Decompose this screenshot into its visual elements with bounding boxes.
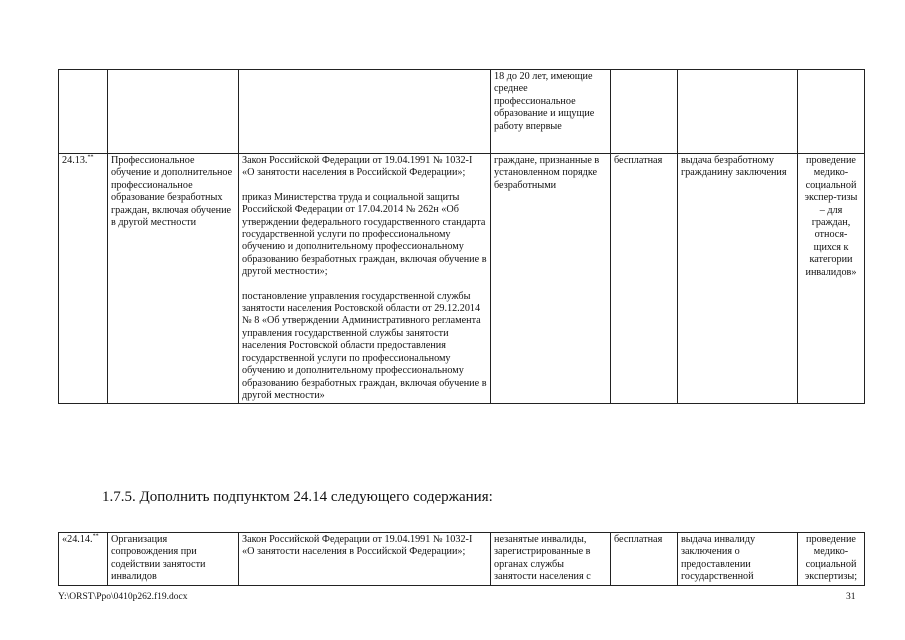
result-cell: выдача безработному гражданину заключения bbox=[678, 154, 798, 404]
section-heading: 1.7.5. Дополнить подпунктом 24.14 следующего содержания: bbox=[102, 489, 493, 505]
page-number: 31 bbox=[846, 592, 856, 602]
payment-cell: бесплатная bbox=[611, 533, 678, 586]
service-name-cell: Профессиональное обучение и дополнительное профессиональное образование безработных граждан, включая обучение в другой местности bbox=[108, 154, 239, 404]
service-name-cell bbox=[108, 70, 239, 154]
row-number-cell: 24.13.** bbox=[59, 154, 108, 404]
table-row bbox=[59, 154, 865, 404]
table-row bbox=[59, 70, 865, 154]
recipients-cell: 18 до 20 лет, имеющие среднее профессиональное образование и ищущие работу впервые bbox=[491, 70, 611, 154]
legal-basis-cell bbox=[239, 154, 491, 404]
result-cell: выдача инвалиду заключения о предоставлении государственной bbox=[678, 533, 798, 586]
row-number-cell bbox=[59, 70, 108, 154]
documents-cell: проведение медико-социальной экспертизы; bbox=[798, 533, 865, 586]
documents-cell: проведение медико-социальной экспер-тизы – для граждан, относя-щихся к категории инвалидов» bbox=[798, 154, 865, 404]
table-row bbox=[59, 533, 865, 586]
services-table-top bbox=[58, 69, 865, 404]
services-table-bottom bbox=[58, 532, 865, 586]
service-name-cell: Организация сопровождения при содействии занятости инвалидов bbox=[108, 533, 239, 586]
legal-basis-paragraph: Закон Российской Федерации от 19.04.1991 № 1032-I «О занятости населения в Российской Федерации»; bbox=[242, 155, 473, 179]
row-number-cell: «24.14.** bbox=[59, 533, 108, 586]
payment-cell: бесплатная bbox=[611, 154, 678, 404]
recipients-cell: граждане, признанные в установленном порядке безработными bbox=[491, 154, 611, 404]
legal-basis-paragraph: постановление управления государственной службы занятости населения Ростовской области от 29.12.2014 № 8 «Об утверждении Административного регламента управления государственной службы занятости населения Ростовской области предоставления государственной услуги по профессиональному обучению и дополнительному профессиональному образованию безработных граждан, включая обучение в другой местности» bbox=[242, 290, 487, 401]
legal-basis-cell bbox=[239, 70, 491, 154]
documents-cell bbox=[798, 70, 865, 154]
legal-basis-paragraph: Закон Российской Федерации от 19.04.1991 № 1032-I «О занятости населения в Российской Федерации»; bbox=[242, 534, 473, 558]
footer-file-path: Y:\ORST\Ppo\0410p262.f19.docx bbox=[58, 592, 188, 602]
legal-basis-paragraph: приказ Министерства труда и социальной защиты Российской Федерации от 17.04.2014 № 262н «Об утверждении федерального государственного стандарта государственной услуги по профессиональному обучению и дополнительному профессиональному образованию безработных граждан, включая обучение в другой местности»; bbox=[242, 191, 487, 278]
recipients-cell: незанятые инвалиды, зарегистрированные в органах службы занятости населения с bbox=[491, 533, 611, 586]
payment-cell bbox=[611, 70, 678, 154]
legal-basis-cell bbox=[239, 533, 491, 586]
result-cell bbox=[678, 70, 798, 154]
